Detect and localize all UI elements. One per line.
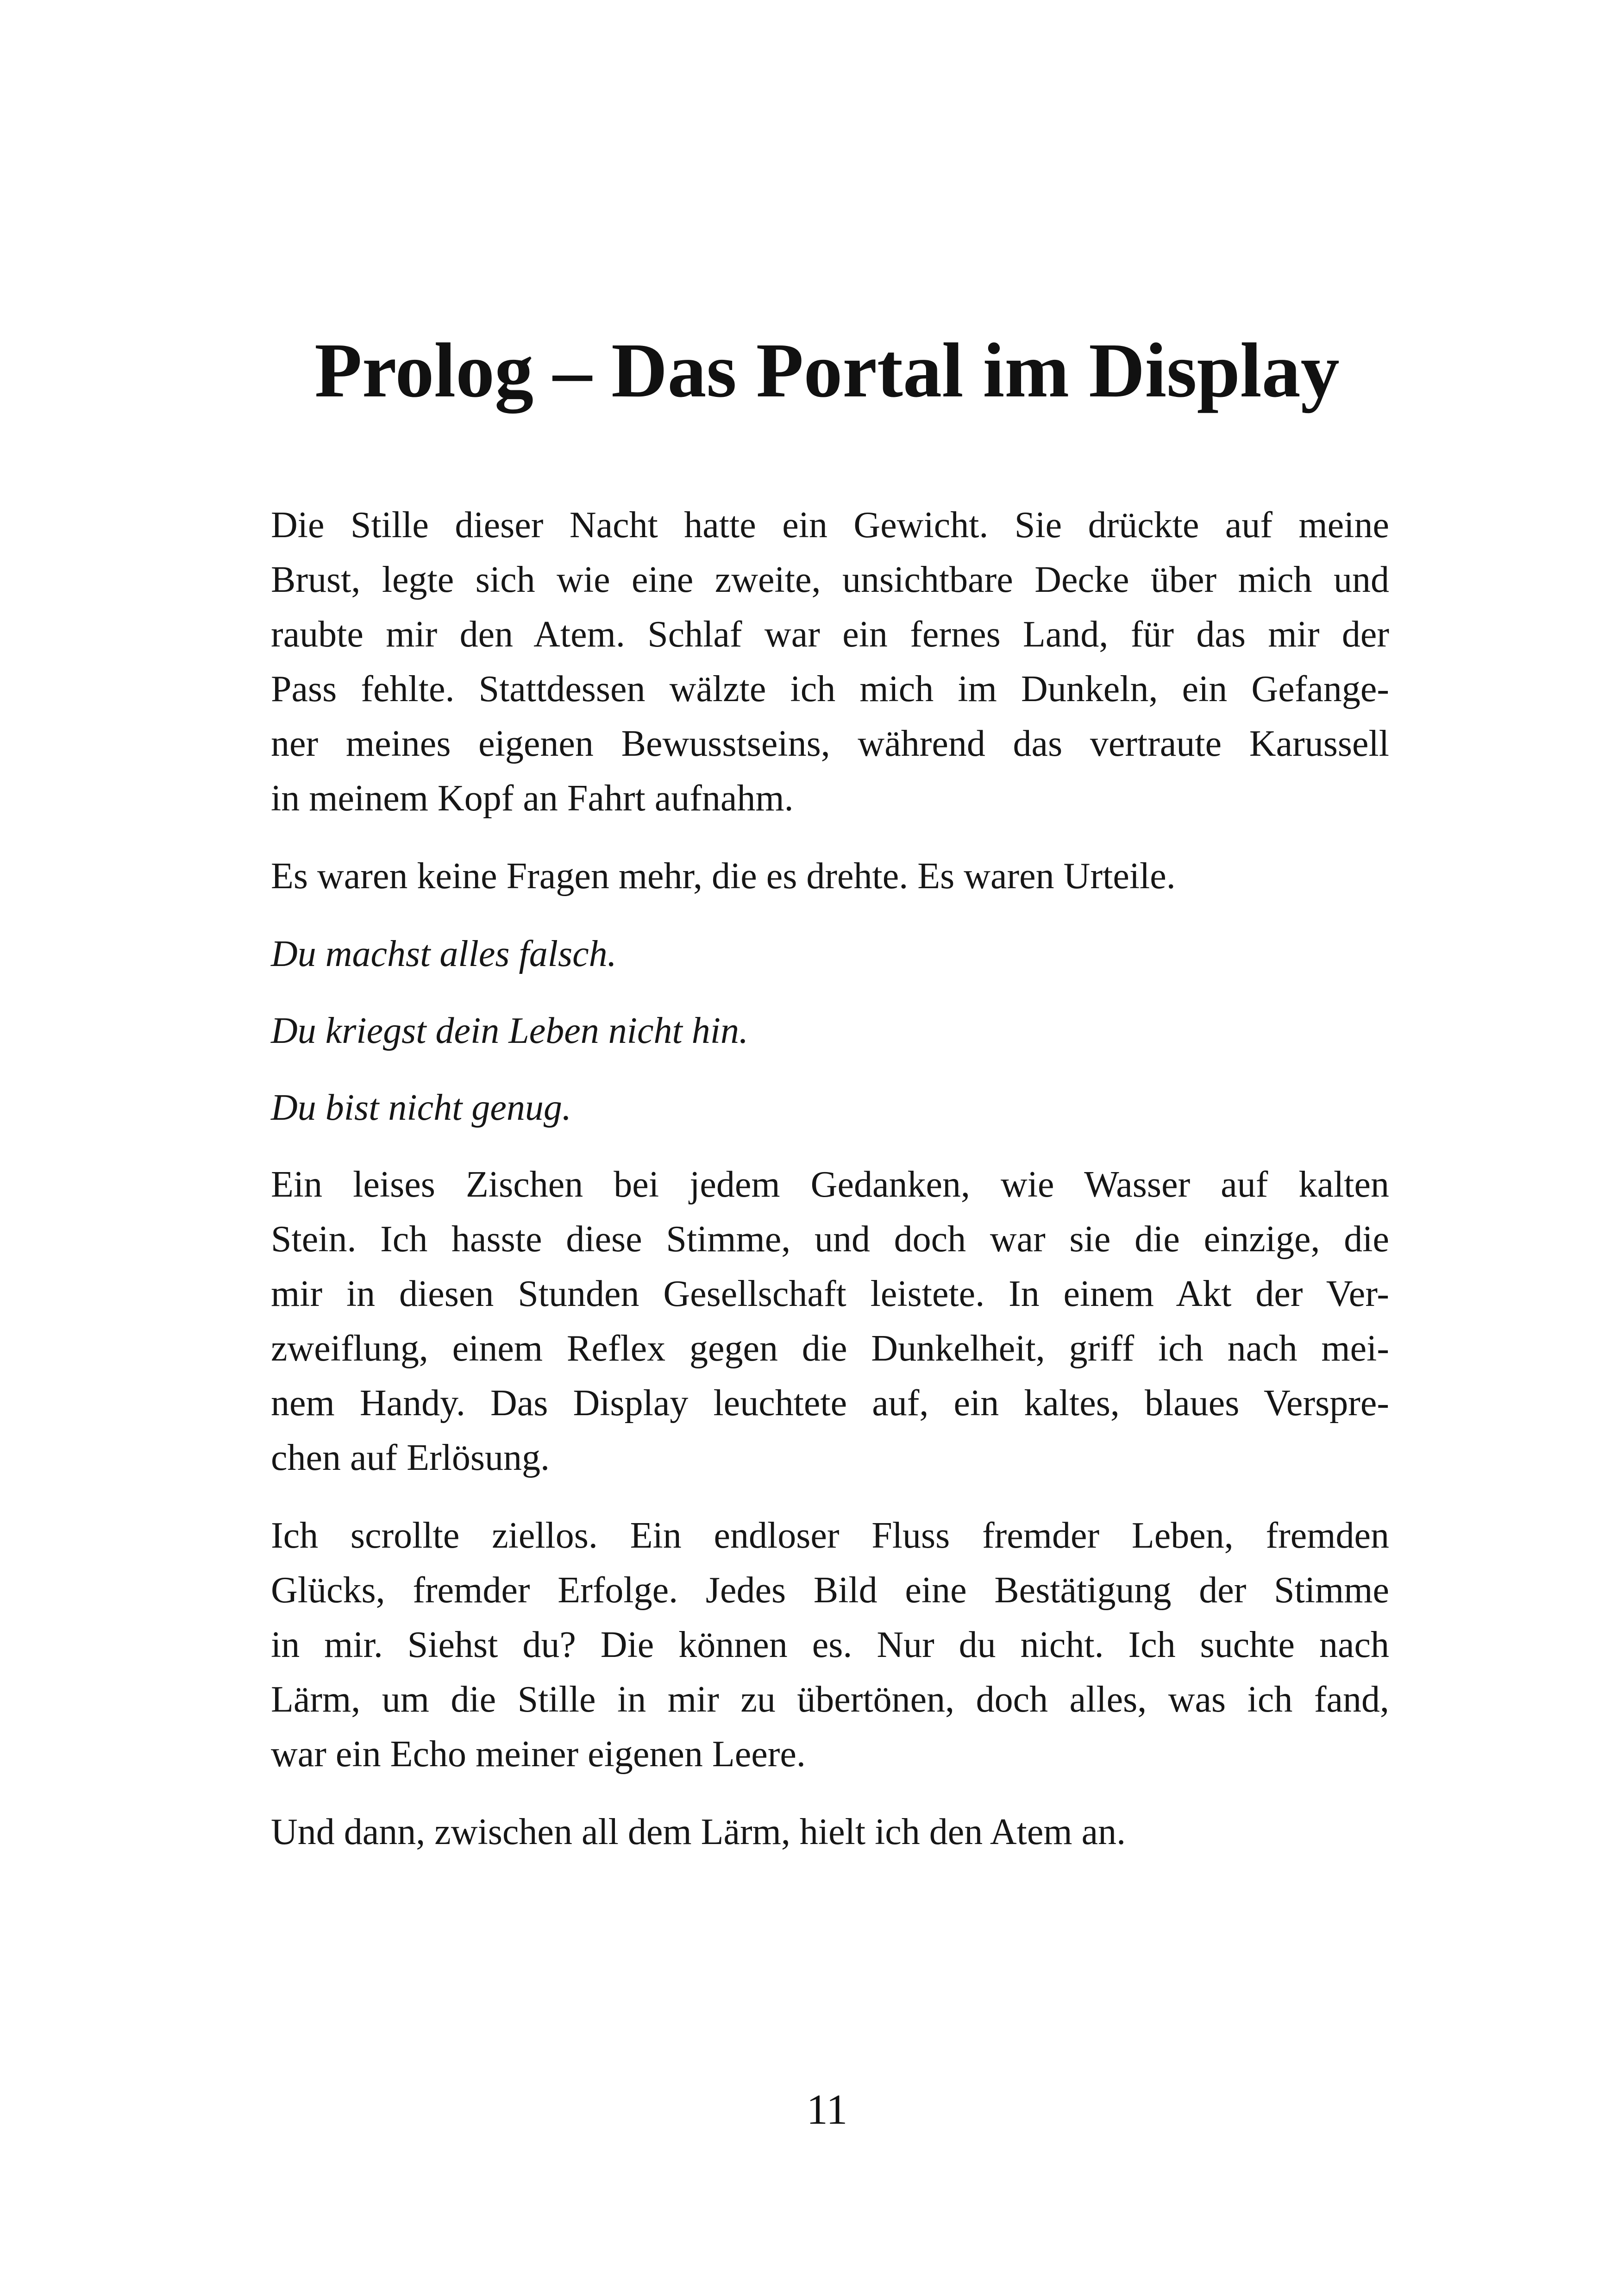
text-line: Du machst alles falsch. (271, 934, 617, 974)
text-line: Ich scrollte ziellos. Ein endloser Fluss fremder Leben, fremden (271, 1515, 1389, 1556)
text-line: Brust, legte sich wie eine zweite, unsichtbare Decke über mich und (271, 559, 1389, 600)
chapter-title: Prolog – Das Portal im Display (314, 327, 1340, 414)
text-line: Die Stille dieser Nacht hatte ein Gewicht. Sie drückte auf meine (271, 505, 1389, 546)
text-line: Glücks, fremder Erfolge. Jedes Bild eine Bestätigung der Stimme (271, 1570, 1389, 1611)
text-line: Es waren keine Fragen mehr, die es drehte. Es waren Urteile. (271, 856, 1176, 897)
italic-paragraph (271, 1080, 1389, 1135)
text-line: chen auf Erlösung. (271, 1437, 550, 1478)
text-line: war ein Echo meiner eigenen Leere. (271, 1734, 806, 1775)
italic-paragraph (271, 1004, 1389, 1058)
paragraph (271, 849, 1389, 903)
text-line: nem Handy. Das Display leuchtete auf, ein kaltes, blaues Verspre- (271, 1383, 1389, 1424)
text-line: in mir. Siehst du? Die können es. Nur du nicht. Ich suchte nach (271, 1625, 1389, 1665)
paragraph (271, 498, 1389, 826)
page-number: 11 (806, 2086, 848, 2133)
text-line: Lärm, um die Stille in mir zu übertönen, doch alles, was ich fand, (271, 1679, 1389, 1720)
text-line: raubte mir den Atem. Schlaf war ein fernes Land, für das mir der (271, 614, 1389, 655)
text-line: Pass fehlte. Stattdessen wälzte ich mich im Dunkeln, ein Gefange- (271, 669, 1389, 709)
paragraph (271, 1805, 1389, 1859)
paragraph (271, 1157, 1389, 1485)
text-line: mir in diesen Stunden Gesellschaft leistete. In einem Akt der Ver- (271, 1273, 1389, 1314)
text-line: Ein leises Zischen bei jedem Gedanken, wie Wasser auf kalten (271, 1164, 1389, 1205)
text-line: ner meines eigenen Bewusstseins, während das vertraute Karussell (271, 723, 1389, 764)
text-line: in meinem Kopf an Fahrt aufnahm. (271, 778, 794, 819)
text-line: zweiflung, einem Reflex gegen die Dunkelheit, griff ich nach mei- (271, 1328, 1389, 1369)
chapter-body (271, 498, 1389, 1882)
text-line: Und dann, zwischen all dem Lärm, hielt ich den Atem an. (271, 1812, 1126, 1852)
italic-paragraph (271, 927, 1389, 981)
paragraph (271, 1508, 1389, 1782)
text-line: Du kriegst dein Leben nicht hin. (271, 1010, 748, 1051)
text-line: Stein. Ich hasste diese Stimme, und doch war sie die einzige, die (271, 1219, 1389, 1260)
text-line: Du bist nicht genug. (271, 1087, 571, 1128)
